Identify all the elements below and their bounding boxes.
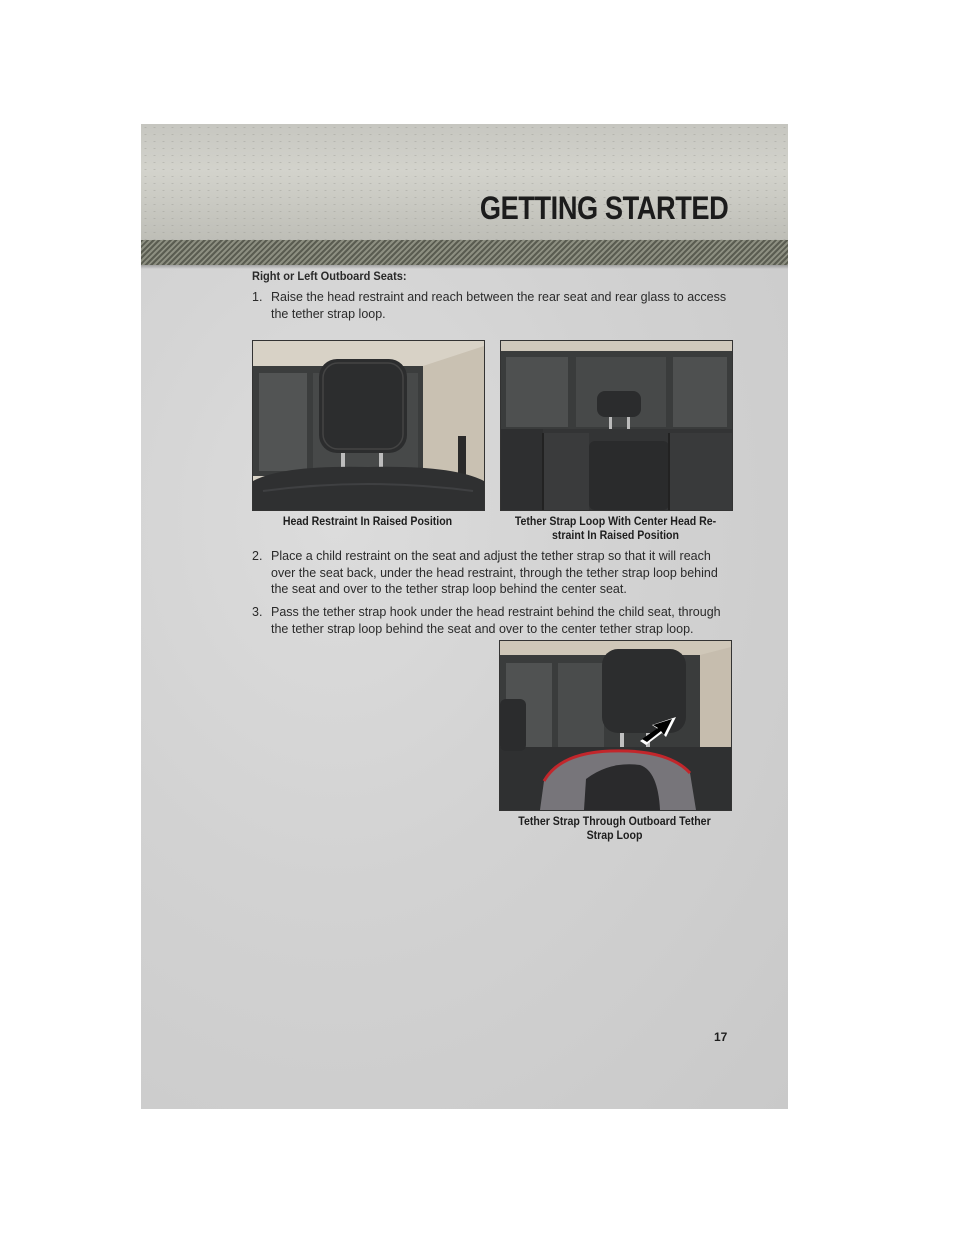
figure-caption: Tether Strap Loop With Center Head Re-straint In Raised Position [514,516,717,542]
figure-caption: Tether Strap Through Outboard Tether Strap Loop [518,816,711,842]
page-number: 17 [714,1030,728,1044]
section-heading: Right or Left Outboard Seats: [252,269,407,283]
page-title: GETTING STARTED [479,190,728,226]
step-text: Pass the tether strap hook under the head restraint behind the child seat, through the tether strap loop behind the seat and over to the center tether strap loop. [271,605,721,636]
photo-center-head-restraint-raised [500,340,733,511]
step-number: 1. [252,290,263,304]
step-text: Place a child restraint on the seat and adjust the tether strap so that it will reach over the seat back, under the head restraint, through the tether strap loop behind the seat and over to the tether strap loop behind the center seat. [271,549,718,596]
photo-head-restraint-raised [252,340,485,511]
step-number: 3. [252,605,263,619]
step-text: Raise the head restraint and reach between the rear seat and rear glass to access the tether strap loop. [271,290,727,321]
header-band [141,240,788,265]
figure-caption: Head Restraint In Raised Position [282,516,453,528]
step-number: 2. [252,549,263,563]
photo-tether-strap-outboard-loop [499,640,732,811]
